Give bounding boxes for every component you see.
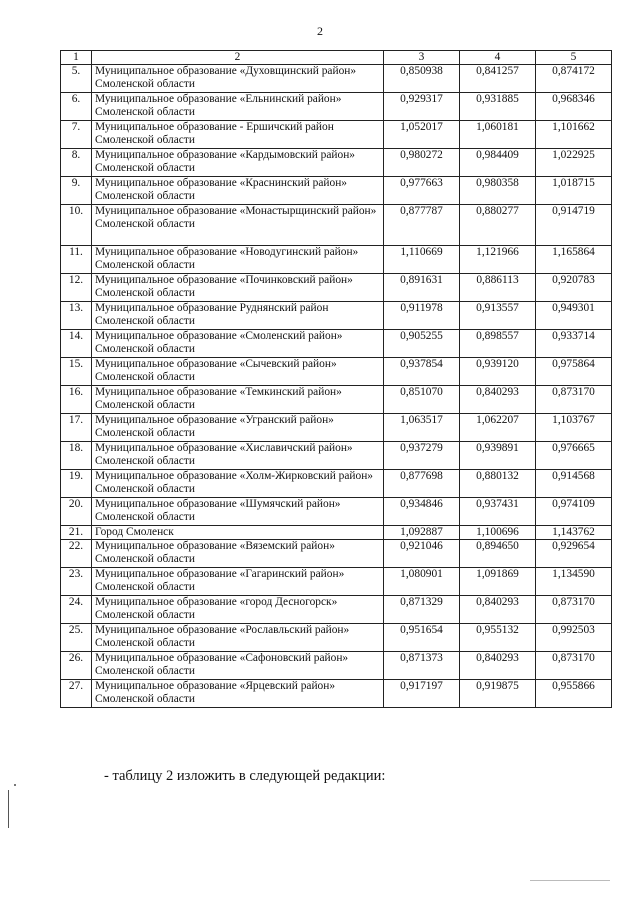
coefficient-col3: 1,110669 <box>384 246 460 274</box>
coefficient-col5: 0,914568 <box>536 470 612 498</box>
coefficient-col4: 0,955132 <box>460 624 536 652</box>
table-row <box>61 386 612 414</box>
table-row <box>61 498 612 526</box>
municipality-name: Муниципальное образование «Вяземский район» Смоленской области <box>92 540 384 568</box>
table-row <box>61 470 612 498</box>
coefficient-col5: 0,992503 <box>536 624 612 652</box>
header-cell: 1 <box>61 51 92 65</box>
bottom-line <box>530 880 610 881</box>
coefficient-col3: 0,934846 <box>384 498 460 526</box>
row-number: 9. <box>61 177 92 205</box>
coefficient-col5: 1,101662 <box>536 121 612 149</box>
coefficient-col4: 0,939120 <box>460 358 536 386</box>
coefficient-col5: 1,143762 <box>536 526 612 540</box>
municipality-name: Муниципальное образование «город Десногорск» Смоленской области <box>92 596 384 624</box>
coefficient-col4: 0,880277 <box>460 205 536 246</box>
coefficient-col3: 0,877698 <box>384 470 460 498</box>
row-number: 22. <box>61 540 92 568</box>
coefficient-col5: 0,975864 <box>536 358 612 386</box>
municipality-name: Муниципальное образование «Кардымовский район» Смоленской области <box>92 149 384 177</box>
municipality-name: Муниципальное образование «Ярцевский район» Смоленской области <box>92 680 384 708</box>
coefficient-col4: 0,913557 <box>460 302 536 330</box>
coefficient-col5: 0,949301 <box>536 302 612 330</box>
municipality-name: Муниципальное образование «Сафоновский район» Смоленской области <box>92 652 384 680</box>
footer-text: - таблицу 2 изложить в следующей редакции: <box>104 768 386 784</box>
row-number: 18. <box>61 442 92 470</box>
coefficient-col3: 0,977663 <box>384 177 460 205</box>
row-number: 19. <box>61 470 92 498</box>
table-row <box>61 596 612 624</box>
coefficient-col4: 1,091869 <box>460 568 536 596</box>
table-row <box>61 121 612 149</box>
table-row <box>61 568 612 596</box>
coefficient-col4: 0,840293 <box>460 596 536 624</box>
coefficient-col3: 0,951654 <box>384 624 460 652</box>
municipality-name: Муниципальное образование Руднянский район Смоленской области <box>92 302 384 330</box>
municipality-name: Муниципальное образование «Духовщинский район» Смоленской области <box>92 65 384 93</box>
coefficient-col3: 1,080901 <box>384 568 460 596</box>
coefficient-col5: 0,933714 <box>536 330 612 358</box>
table-row <box>61 149 612 177</box>
coefficient-col3: 0,980272 <box>384 149 460 177</box>
municipality-name: Муниципальное образование «Холм-Жирковский район» Смоленской области <box>92 470 384 498</box>
municipality-name: Муниципальное образование «Гагаринский район» Смоленской области <box>92 568 384 596</box>
municipality-name: Муниципальное образование «Шумячский район» Смоленской области <box>92 498 384 526</box>
table-row <box>61 302 612 330</box>
row-number: 27. <box>61 680 92 708</box>
header-cell: 5 <box>536 51 612 65</box>
coefficient-col3: 0,871373 <box>384 652 460 680</box>
coefficient-col4: 0,939891 <box>460 442 536 470</box>
table-row <box>61 624 612 652</box>
municipality-name: Муниципальное образование «Починковский район» Смоленской области <box>92 274 384 302</box>
coefficient-col4: 0,840293 <box>460 386 536 414</box>
table-row <box>61 526 612 540</box>
coefficient-col5: 0,873170 <box>536 596 612 624</box>
coefficient-col3: 0,911978 <box>384 302 460 330</box>
coefficient-col5: 1,018715 <box>536 177 612 205</box>
coefficient-col5: 0,929654 <box>536 540 612 568</box>
municipality-name: Муниципальное образование «Сычевский район» Смоленской области <box>92 358 384 386</box>
municipality-name: Муниципальное образование «Угранский район» Смоленской области <box>92 414 384 442</box>
coefficient-col4: 0,886113 <box>460 274 536 302</box>
row-number: 26. <box>61 652 92 680</box>
coefficient-col5: 0,873170 <box>536 652 612 680</box>
coefficient-col5: 0,976665 <box>536 442 612 470</box>
row-number: 21. <box>61 526 92 540</box>
row-number: 11. <box>61 246 92 274</box>
row-number: 17. <box>61 414 92 442</box>
coefficient-col4: 0,937431 <box>460 498 536 526</box>
coefficient-col5: 1,134590 <box>536 568 612 596</box>
coefficient-col4: 0,984409 <box>460 149 536 177</box>
coefficient-col3: 0,871329 <box>384 596 460 624</box>
table-row <box>61 540 612 568</box>
table-row <box>61 93 612 121</box>
coefficient-col3: 0,905255 <box>384 330 460 358</box>
coefficient-col4: 1,100696 <box>460 526 536 540</box>
row-number: 6. <box>61 93 92 121</box>
table-row <box>61 246 612 274</box>
row-number: 12. <box>61 274 92 302</box>
coefficient-col3: 0,937854 <box>384 358 460 386</box>
coefficient-col4: 0,894650 <box>460 540 536 568</box>
coefficient-col5: 0,968346 <box>536 93 612 121</box>
coefficient-col4: 1,062207 <box>460 414 536 442</box>
coefficient-col5: 1,165864 <box>536 246 612 274</box>
municipality-name: Муниципальное образование «Рославльский район» Смоленской области <box>92 624 384 652</box>
table-row <box>61 274 612 302</box>
row-number: 7. <box>61 121 92 149</box>
coefficient-col4: 0,980358 <box>460 177 536 205</box>
coefficient-col5: 0,874172 <box>536 65 612 93</box>
coefficient-col5: 0,955866 <box>536 680 612 708</box>
municipality-name: Муниципальное образование «Краснинский район» Смоленской области <box>92 177 384 205</box>
coefficient-col3: 0,917197 <box>384 680 460 708</box>
coefficient-col3: 0,851070 <box>384 386 460 414</box>
table-row <box>61 177 612 205</box>
row-number: 16. <box>61 386 92 414</box>
municipality-name: Город Смоленск <box>92 526 384 540</box>
page-number: 2 <box>317 24 323 38</box>
municipality-name: Муниципальное образование - Ершичский район Смоленской области <box>92 121 384 149</box>
coefficient-col3: 0,937279 <box>384 442 460 470</box>
table-row <box>61 358 612 386</box>
table-row <box>61 65 612 93</box>
header-cell: 4 <box>460 51 536 65</box>
header-row <box>61 51 612 65</box>
municipality-name: Муниципальное образование «Хиславичский район» Смоленской области <box>92 442 384 470</box>
coefficient-col3: 1,052017 <box>384 121 460 149</box>
coefficient-col4: 0,880132 <box>460 470 536 498</box>
coefficient-col5: 0,920783 <box>536 274 612 302</box>
row-number: 10. <box>61 205 92 246</box>
coefficient-col3: 0,877787 <box>384 205 460 246</box>
row-number: 8. <box>61 149 92 177</box>
table-row <box>61 414 612 442</box>
row-number: 13. <box>61 302 92 330</box>
coefficient-col5: 1,103767 <box>536 414 612 442</box>
coefficients-table <box>60 50 612 708</box>
row-number: 25. <box>61 624 92 652</box>
coefficient-col4: 0,840293 <box>460 652 536 680</box>
coefficient-col4: 0,919875 <box>460 680 536 708</box>
row-number: 5. <box>61 65 92 93</box>
coefficient-col4: 0,898557 <box>460 330 536 358</box>
table-row <box>61 330 612 358</box>
row-number: 23. <box>61 568 92 596</box>
coefficient-col4: 1,121966 <box>460 246 536 274</box>
table-row <box>61 205 612 246</box>
coefficient-col4: 1,060181 <box>460 121 536 149</box>
municipality-name: Муниципальное образование «Монастырщинский район» Смоленской области <box>92 205 384 246</box>
coefficient-col5: 1,022925 <box>536 149 612 177</box>
margin-dot <box>14 784 16 786</box>
coefficient-col3: 0,891631 <box>384 274 460 302</box>
coefficient-col3: 1,063517 <box>384 414 460 442</box>
municipality-name: Муниципальное образование «Темкинский район» Смоленской области <box>92 386 384 414</box>
coefficient-col3: 0,850938 <box>384 65 460 93</box>
row-number: 15. <box>61 358 92 386</box>
row-number: 20. <box>61 498 92 526</box>
header-cell: 2 <box>92 51 384 65</box>
municipality-name: Муниципальное образование «Смоленский район» Смоленской области <box>92 330 384 358</box>
coefficient-col4: 0,841257 <box>460 65 536 93</box>
coefficient-col3: 0,929317 <box>384 93 460 121</box>
coefficient-col5: 0,873170 <box>536 386 612 414</box>
row-number: 14. <box>61 330 92 358</box>
coefficient-col3: 0,921046 <box>384 540 460 568</box>
header-cell: 3 <box>384 51 460 65</box>
row-number: 24. <box>61 596 92 624</box>
table-row <box>61 652 612 680</box>
margin-mark <box>8 790 9 828</box>
coefficient-col5: 0,914719 <box>536 205 612 246</box>
table-row <box>61 680 612 708</box>
coefficient-col5: 0,974109 <box>536 498 612 526</box>
table-row <box>61 442 612 470</box>
coefficient-col4: 0,931885 <box>460 93 536 121</box>
municipality-name: Муниципальное образование «Новодугинский район» Смоленской области <box>92 246 384 274</box>
coefficient-col3: 1,092887 <box>384 526 460 540</box>
municipality-name: Муниципальное образование «Ельнинский район» Смоленской области <box>92 93 384 121</box>
